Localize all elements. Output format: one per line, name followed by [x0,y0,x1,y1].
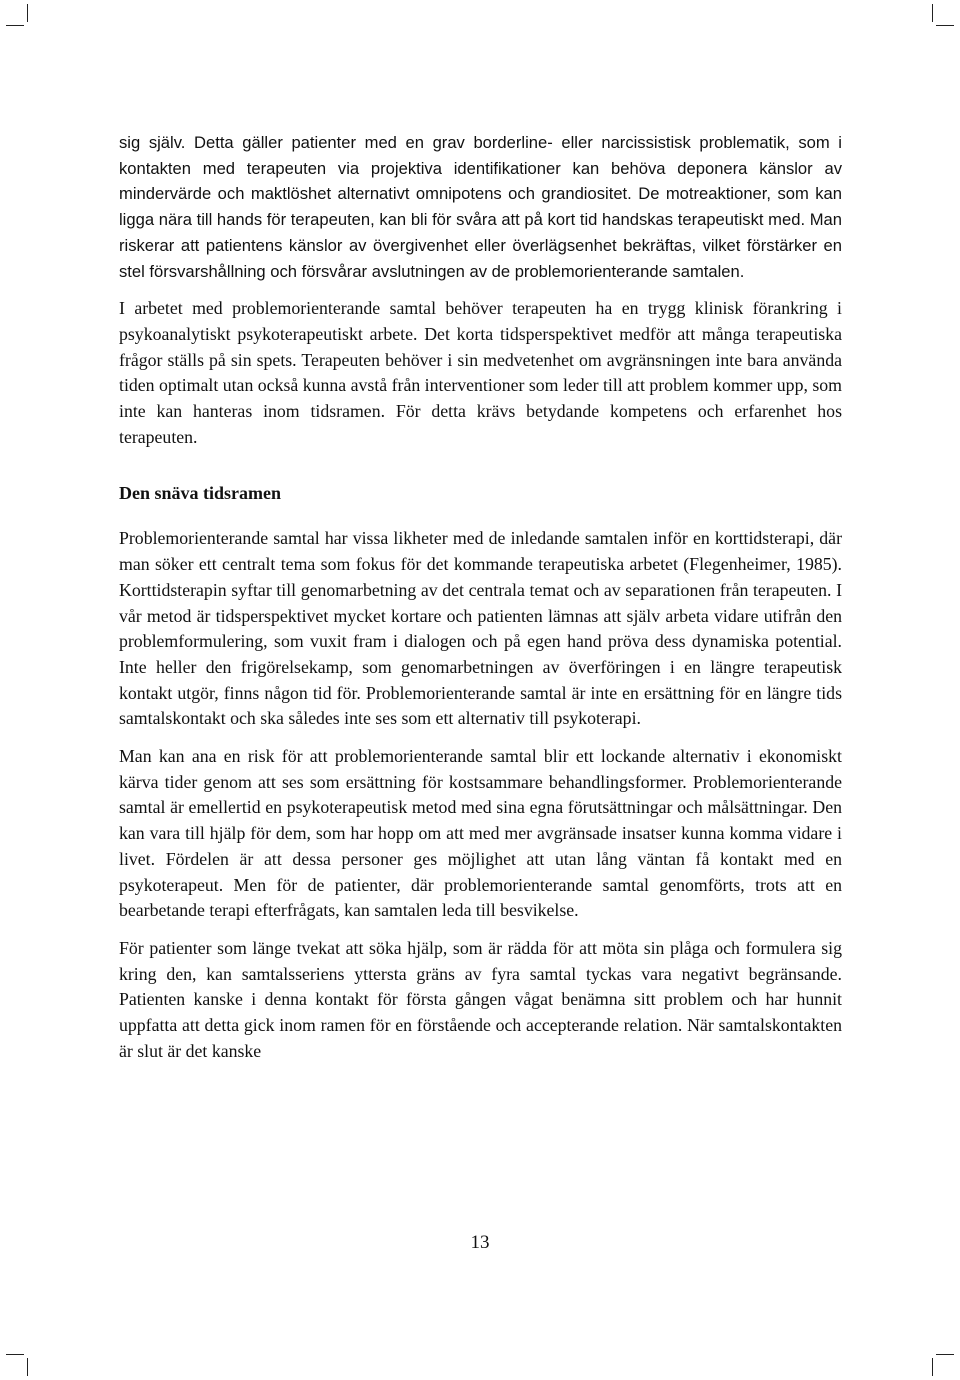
section-heading: Den snäva tidsramen [119,483,282,504]
crop-mark-bottom-left-v [27,1358,28,1376]
crop-mark-top-left-v [27,4,28,22]
crop-mark-bottom-right-h [936,1354,954,1355]
page-number: 13 [470,1232,490,1253]
paragraph-2: I arbetet med problemorienterande samtal behöver terapeuten ha en trygg klinisk förankring i psykoanalytiskt psykoterapeutiskt arbete. Det korta tidsperspektivet medför att många terapeutiska frågor ställs på sin spets. Terapeuten behöver i sin medvetenhet om avgränsningen inte bara använda tiden optimalt utan också kunna avstå från interventioner som leder till att problem kommer upp, som inte kan hanteras inom tidsramen. För detta krävs betydande kompetens och erfarenhet hos terapeuten. [119,298,842,447]
page-body [119,130,842,1077]
section-paragraph-1: Problemorienterande samtal har vissa likheter med de inledande samtalen inför en korttidsterapi, där man söker ett centralt tema som fokus för det kommande terapeutiska arbetet (Flegenheimer, 1985). Korttidsterapin syftar till genomarbetning av det centrala temat och av separationen från terapeuten. I vår metod är tidsperspektivet mycket kortare och patienten lämnas att själv arbeta vidare utifrån den problemformulering, som vuxit fram i dialogen och på egen hand pröva dess dynamiska potential. Inte heller den frigörelsekamp, som genomarbetningen av överföringen i en längre terapeutisk kontakt utgör, finns någon tid för. Problemorienterande samtal är inte en ersättning för en längre tids samtalskontakt och ska således inte ses som ett alternativ till psykoterapi. [119,528,842,729]
crop-mark-top-right-h [936,25,954,26]
crop-mark-bottom-left-h [6,1354,24,1355]
paragraph-1: sig själv. Detta gäller patienter med en grav borderline- eller narcissistisk problematik, som i kontakten med terapeuten via projektiva identifikationer kan behöva deponera känslor av mindervärde och maktlöshet alternativt omnipotens och grandiositet. De motreaktioner, som kan ligga nära till hands för terapeuten, kan bli för svåra att på kort tid handskas terapeutiskt med. Man riskerar att patientens känslor av övergivenhet eller överlägsenhet bekräftas, vilket förstärker en stel försvarshållning och försvårar avslutningen av de problemorienterande samtalen. [119,133,842,281]
crop-mark-top-left-h [6,25,24,26]
crop-mark-top-right-v [932,4,933,22]
crop-mark-bottom-right-v [932,1358,933,1376]
section-paragraph-2: Man kan ana en risk för att problemorienterande samtal blir ett lockande alternativ i ekonomiskt kärva tider genom att ses som ersättning för kostsammare behandlingsformer. Problemorienterande samtal är emellertid en psykoterapeutisk metod med sina egna förutsättningar och målsättningar. Den kan vara till hjälp för dem, som har hopp om att med mer avgränsade insatser kunna komma vidare i livet. Fördelen är att dessa personer ges möjlighet att utan lång väntan få kontakt med en psykoterapeut. Men för de patienter, där problemorienterande samtal genomförts, trots att en bearbetande terapi efterfrågats, kan samtalen leda till besvikelse. [119,746,842,921]
section-paragraph-3: För patienter som länge tvekat att söka hjälp, som är rädda för att möta sin plåga och formulera sig kring den, kan samtalsseriens yttersta gräns av fyra samtal tyckas vara negativt begränsande. Patienten kanske i denna kontakt för första gången vågat benämna sitt problem och har hunnit uppfatta att detta gick inom ramen för en förstående och accepterande relation. När samtalskontakten är slut är det kanske [119,937,842,1061]
